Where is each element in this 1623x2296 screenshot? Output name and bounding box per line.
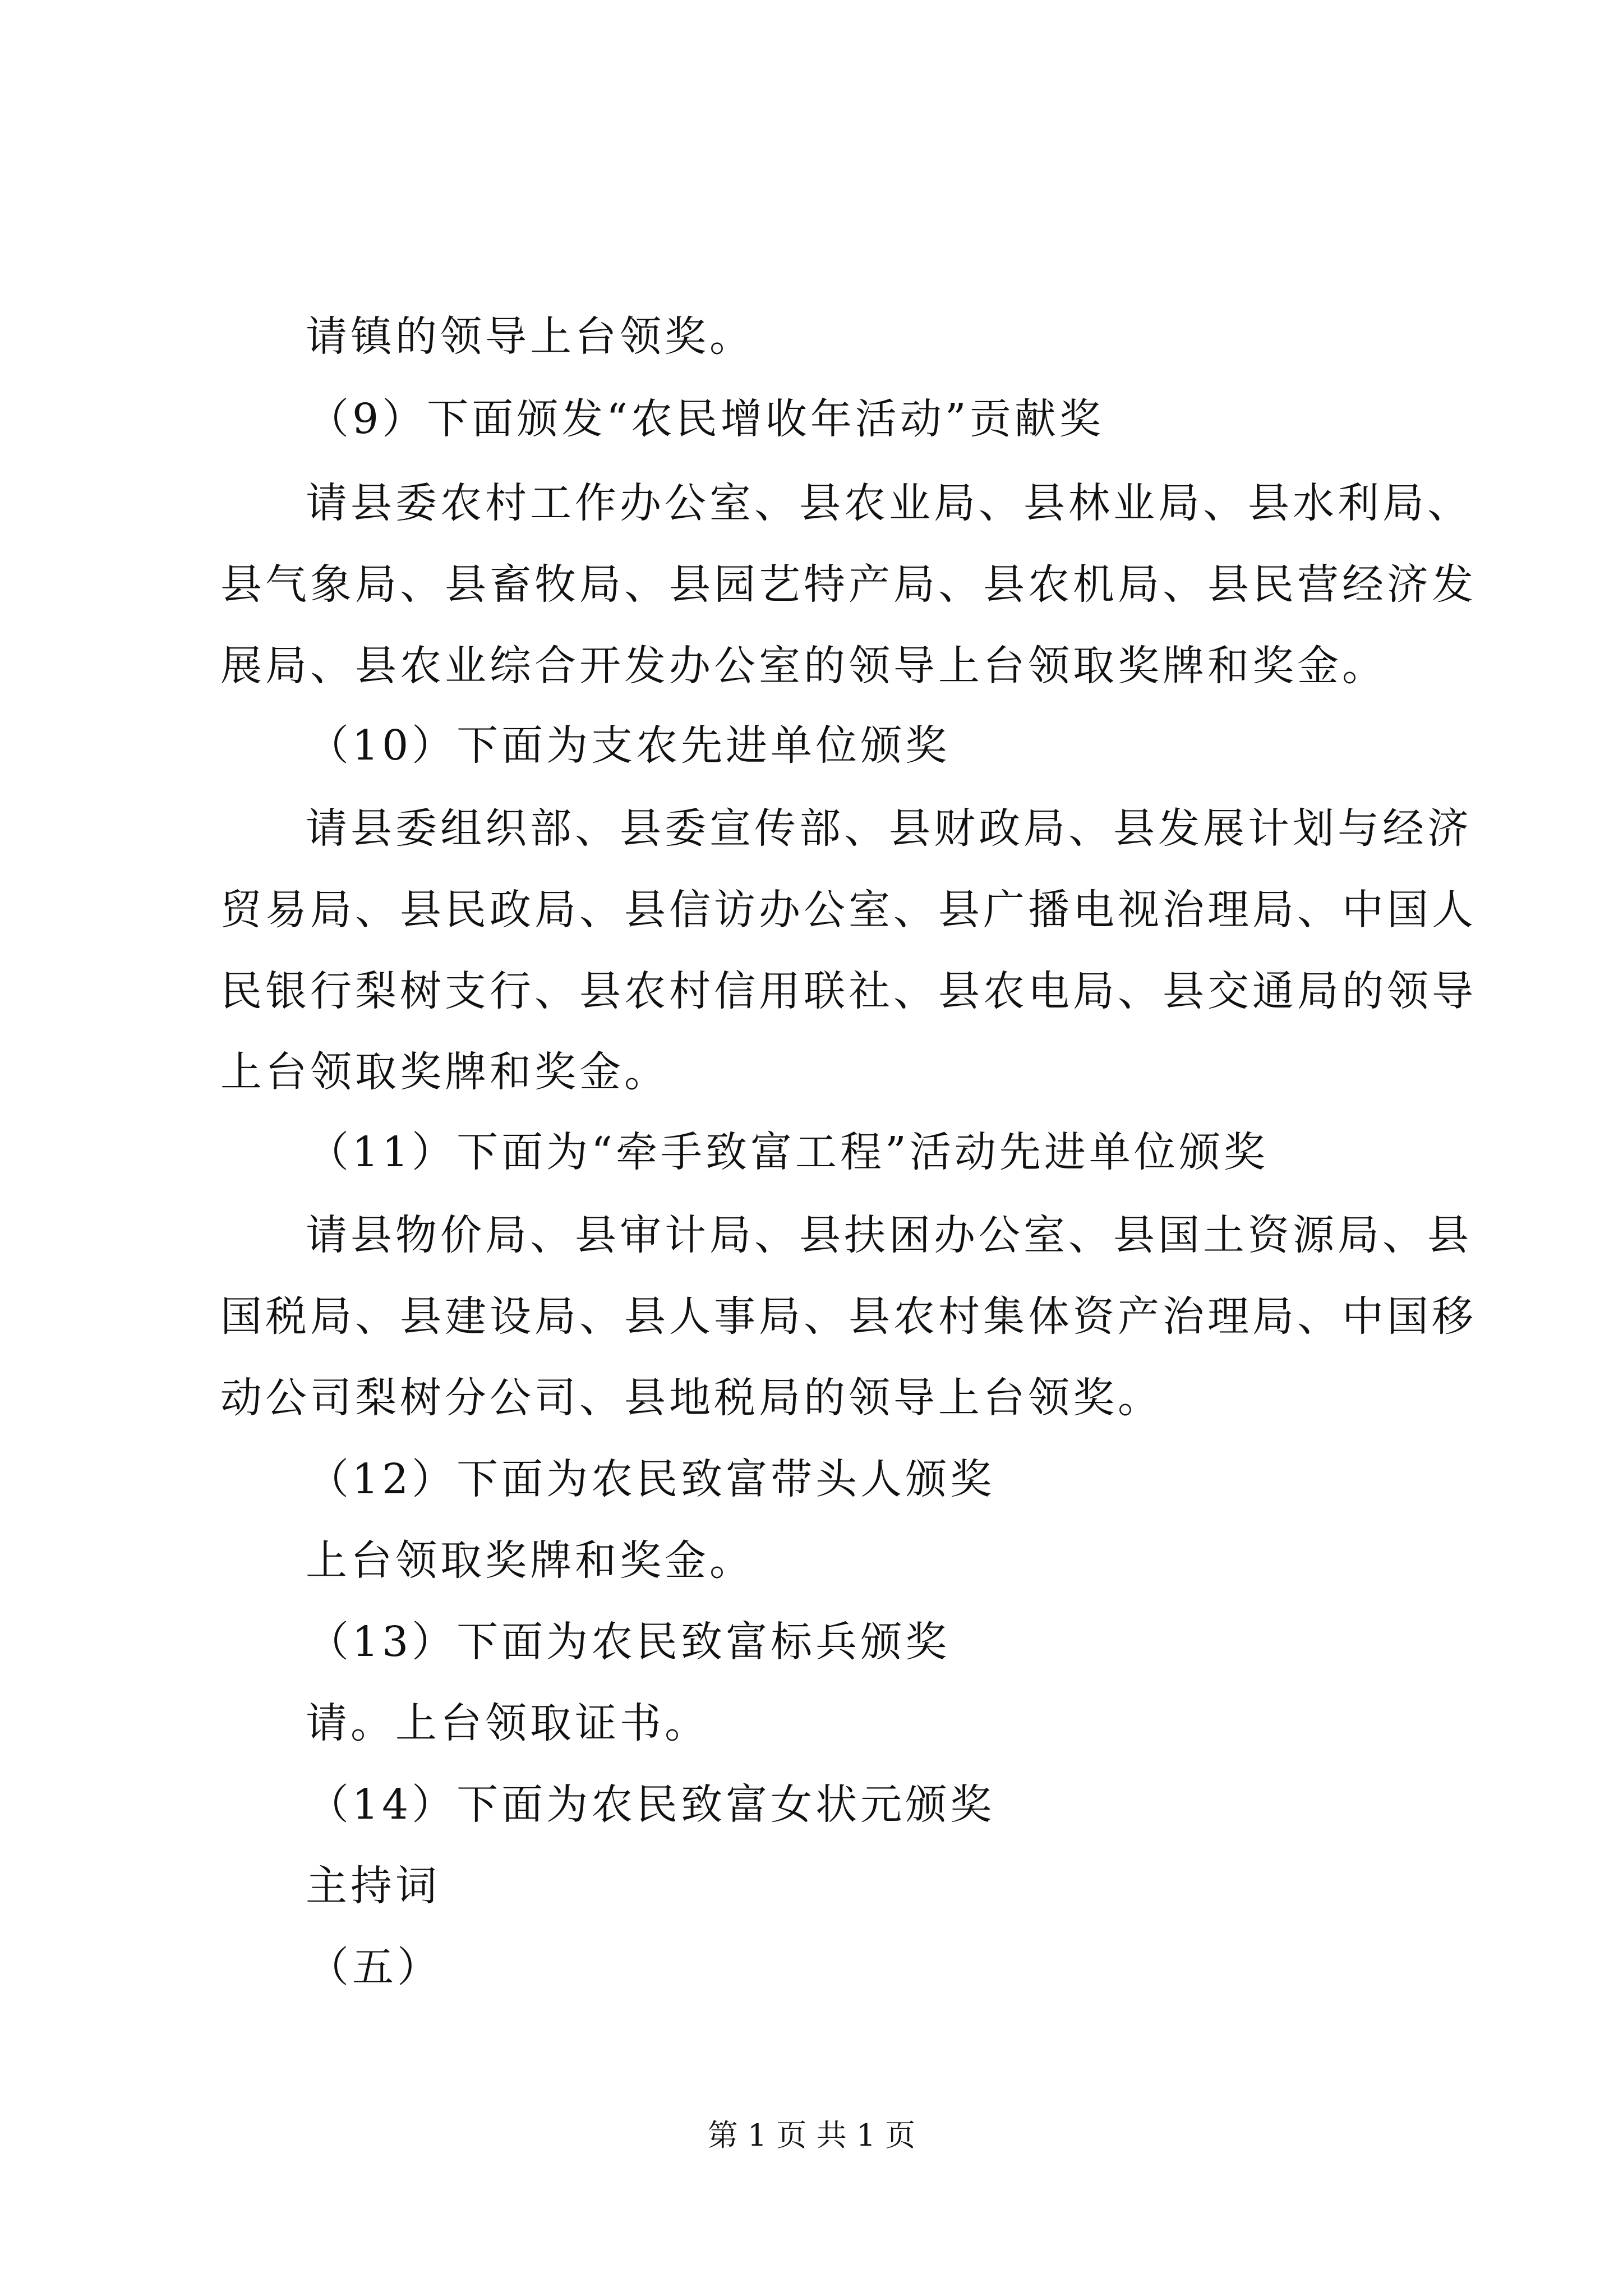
text-line: 请镇的领导上台领奖。 xyxy=(306,312,754,361)
text-line: 展局、县农业综合开发办公室的领导上台领取奖牌和奖金。 xyxy=(220,642,1387,690)
page-footer: 第 1 页 共 1 页 xyxy=(707,2118,916,2153)
text-line: 贸易局、县民政局、县信访办公室、县广播电视治理局、中国人 xyxy=(220,886,1477,934)
text-line: 民银行梨树支行、县农村信用联社、县农电局、县交通局的领导 xyxy=(220,967,1477,1015)
text-line: 请县委农村工作办公室、县农业局、县林业局、县水利局、 xyxy=(306,479,1472,527)
text-line: 请。上台领取证书。 xyxy=(306,1699,709,1747)
text-line: 请县委组织部、县委宣传部、县财政局、县发展计划与经济 xyxy=(306,804,1472,853)
section-heading: （14）下面为农民致富女状元颁奖 xyxy=(307,1780,995,1829)
text-line: 上台领取奖牌和奖金。 xyxy=(306,1536,754,1585)
text-line: 请县物价局、县审计局、县扶困办公室、县国土资源局、县 xyxy=(306,1211,1472,1259)
section-heading: （12）下面为农民致富带头人颁奖 xyxy=(307,1455,995,1503)
section-heading: （9）下面颁发“农民增收年活动”贡献奖 xyxy=(307,395,1104,443)
section-heading: （13）下面为农民致富标兵颁奖 xyxy=(307,1618,951,1666)
text-line: 动公司梨树分公司、县地税局的领导上台领奖。 xyxy=(220,1374,1163,1422)
text-line: 主持词 xyxy=(306,1862,440,1910)
text-line: 县气象局、县畜牧局、县园艺特产局、县农机局、县民营经济发 xyxy=(220,560,1477,609)
section-heading: （11）下面为“牵手致富工程”活动先进单位颁奖 xyxy=(307,1128,1269,1176)
text-line: 上台领取奖牌和奖金。 xyxy=(220,1048,669,1096)
section-heading: （10）下面为支农先进单位颁奖 xyxy=(307,721,951,770)
text-line: （五） xyxy=(307,1943,442,1991)
text-line: 国税局、县建设局、县人事局、县农村集体资产治理局、中国移 xyxy=(220,1292,1477,1341)
